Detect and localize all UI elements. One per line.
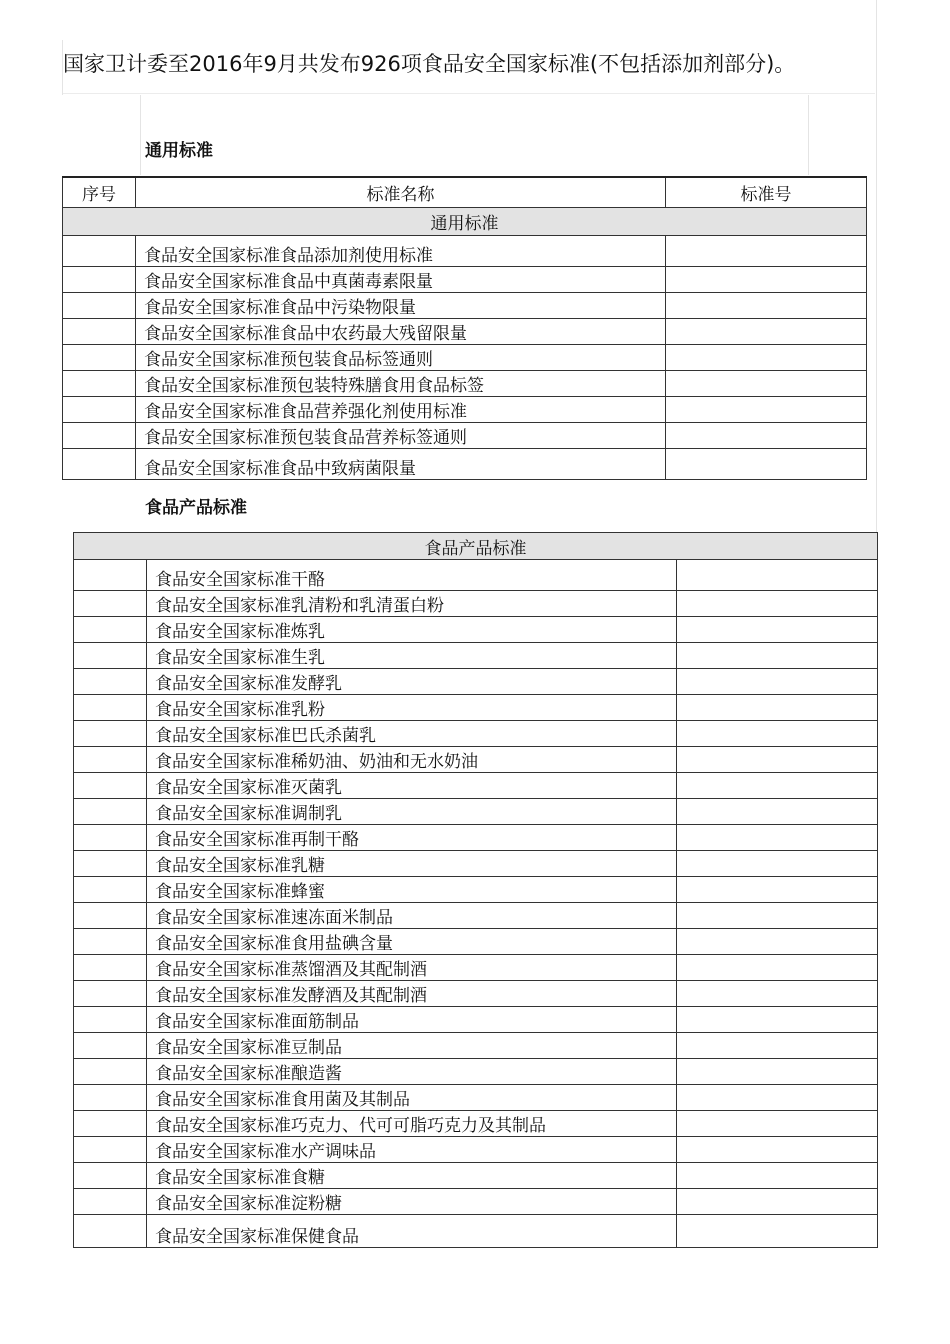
standard-code-cell [677, 1085, 878, 1111]
table-row [74, 799, 878, 825]
row-index-cell [74, 955, 147, 981]
standard-name-cell: 食品安全国家标准蜂蜜 [147, 877, 677, 903]
standard-name-cell: 食品安全国家标准豆制品 [147, 1033, 677, 1059]
row-index-cell [74, 695, 147, 721]
standard-name-cell: 食品安全国家标准水产调味品 [147, 1137, 677, 1163]
standard-name-cell: 食品安全国家标准乳粉 [147, 695, 677, 721]
standard-code-cell [677, 617, 878, 643]
page-frame-line [140, 95, 141, 175]
standard-name-cell: 食品安全国家标准乳糖 [147, 851, 677, 877]
standard-name-cell: 食品安全国家标准预包装食品营养标签通则 [136, 422, 666, 448]
row-index-cell [74, 643, 147, 669]
standard-code-cell [677, 825, 878, 851]
standard-code-cell [666, 318, 867, 344]
table-row [63, 318, 867, 344]
standard-code-cell [677, 981, 878, 1007]
standard-code-cell [677, 773, 878, 799]
table-row [63, 266, 867, 292]
standard-name-cell: 食品安全国家标准食糖 [147, 1163, 677, 1189]
row-index-cell [74, 560, 147, 591]
standard-code-cell [666, 344, 867, 370]
group-label: 食品产品标准 [74, 533, 878, 560]
column-header-code: 标准号 [666, 177, 867, 207]
table-row [63, 422, 867, 448]
row-index-cell [63, 370, 136, 396]
row-index-cell [74, 877, 147, 903]
standard-code-cell [677, 721, 878, 747]
row-index-cell [74, 825, 147, 851]
standard-name-cell: 食品安全国家标准巧克力、代可可脂巧克力及其制品 [147, 1111, 677, 1137]
row-index-cell [74, 1085, 147, 1111]
standard-name-cell: 食品安全国家标准食用盐碘含量 [147, 929, 677, 955]
standard-code-cell [677, 903, 878, 929]
table-row [74, 1111, 878, 1137]
table-row [63, 370, 867, 396]
group-row-general [63, 207, 867, 235]
standard-code-cell [666, 370, 867, 396]
table-row [74, 1085, 878, 1111]
table-row [74, 1059, 878, 1085]
table-row [74, 1163, 878, 1189]
column-header-index: 序号 [63, 177, 136, 207]
table-row [74, 669, 878, 695]
standard-name-cell: 食品安全国家标准食品添加剂使用标准 [136, 235, 666, 266]
row-index-cell [63, 396, 136, 422]
row-index-cell [74, 799, 147, 825]
standard-name-cell: 食品安全国家标准预包装特殊膳食用食品标签 [136, 370, 666, 396]
row-index-cell [74, 617, 147, 643]
standard-code-cell [677, 851, 878, 877]
standard-name-cell: 食品安全国家标准乳清粉和乳清蛋白粉 [147, 591, 677, 617]
row-index-cell [74, 591, 147, 617]
row-index-cell [74, 903, 147, 929]
table-row [74, 1137, 878, 1163]
table-row [63, 396, 867, 422]
standard-name-cell: 食品安全国家标准食品中污染物限量 [136, 292, 666, 318]
table-row [74, 695, 878, 721]
intro-text: 国家卫计委至2016年9月共发布926项食品安全国家标准(不包括添加剂部分)。 [63, 48, 875, 94]
table-row [74, 981, 878, 1007]
standard-code-cell [677, 1007, 878, 1033]
standard-code-cell [677, 877, 878, 903]
standard-name-cell: 食品安全国家标准酿造酱 [147, 1059, 677, 1085]
standard-code-cell [666, 292, 867, 318]
row-index-cell [74, 1059, 147, 1085]
table-row [74, 903, 878, 929]
standard-code-cell [677, 643, 878, 669]
standard-code-cell [677, 799, 878, 825]
standard-name-cell: 食品安全国家标准稀奶油、奶油和无水奶油 [147, 747, 677, 773]
standard-code-cell [666, 396, 867, 422]
standard-name-cell: 食品安全国家标准炼乳 [147, 617, 677, 643]
table-row [74, 955, 878, 981]
general-standards-table [62, 176, 867, 480]
row-index-cell [74, 773, 147, 799]
standard-name-cell: 食品安全国家标准食品中致病菌限量 [136, 448, 666, 479]
row-index-cell [74, 669, 147, 695]
table-row [74, 591, 878, 617]
standard-name-cell: 食品安全国家标准面筋制品 [147, 1007, 677, 1033]
table-row [63, 344, 867, 370]
standard-name-cell: 食品安全国家标准蒸馏酒及其配制酒 [147, 955, 677, 981]
standard-code-cell [677, 1189, 878, 1215]
standard-name-cell: 食品安全国家标准发酵乳 [147, 669, 677, 695]
standard-code-cell [677, 1033, 878, 1059]
standard-name-cell: 食品安全国家标准食用菌及其制品 [147, 1085, 677, 1111]
table-row [74, 643, 878, 669]
table-row [74, 773, 878, 799]
row-index-cell [74, 1111, 147, 1137]
standard-name-cell: 食品安全国家标准再制干酪 [147, 825, 677, 851]
standard-name-cell: 食品安全国家标准食品营养强化剂使用标准 [136, 396, 666, 422]
row-index-cell [74, 851, 147, 877]
row-index-cell [74, 1033, 147, 1059]
standard-code-cell [666, 422, 867, 448]
standard-code-cell [677, 747, 878, 773]
page-frame-line [876, 0, 877, 532]
row-index-cell [74, 747, 147, 773]
row-index-cell [63, 448, 136, 479]
table-header-row [63, 177, 867, 207]
standard-name-cell: 食品安全国家标准生乳 [147, 643, 677, 669]
standard-name-cell: 食品安全国家标准速冻面米制品 [147, 903, 677, 929]
column-header-name: 标准名称 [136, 177, 666, 207]
standard-name-cell: 食品安全国家标准调制乳 [147, 799, 677, 825]
table-row [74, 929, 878, 955]
row-index-cell [74, 1215, 147, 1248]
table-row [63, 292, 867, 318]
table-row [63, 235, 867, 266]
row-index-cell [63, 422, 136, 448]
section-title-products: 食品产品标准 [145, 498, 247, 518]
standard-name-cell: 食品安全国家标准干酪 [147, 560, 677, 591]
standard-code-cell [677, 1137, 878, 1163]
row-index-cell [74, 1189, 147, 1215]
section-title-general: 通用标准 [145, 141, 213, 161]
standard-code-cell [677, 955, 878, 981]
standard-name-cell: 食品安全国家标准食品中农药最大残留限量 [136, 318, 666, 344]
table-row [74, 721, 878, 747]
group-label: 通用标准 [63, 207, 867, 235]
table-row [74, 851, 878, 877]
standard-code-cell [666, 266, 867, 292]
table-row [74, 1215, 878, 1248]
table-row [63, 448, 867, 479]
row-index-cell [74, 1007, 147, 1033]
standard-code-cell [677, 929, 878, 955]
group-row-products [74, 533, 878, 560]
row-index-cell [63, 292, 136, 318]
standard-code-cell [677, 695, 878, 721]
table-row [74, 1007, 878, 1033]
row-index-cell [74, 1137, 147, 1163]
table-row [74, 825, 878, 851]
standard-code-cell [677, 669, 878, 695]
table-row [74, 560, 878, 591]
standard-name-cell: 食品安全国家标准淀粉糖 [147, 1189, 677, 1215]
standard-code-cell [666, 448, 867, 479]
standard-name-cell: 食品安全国家标准食品中真菌毒素限量 [136, 266, 666, 292]
row-index-cell [63, 235, 136, 266]
standard-name-cell: 食品安全国家标准保健食品 [147, 1215, 677, 1248]
row-index-cell [74, 929, 147, 955]
standard-code-cell [677, 1163, 878, 1189]
standard-code-cell [677, 1059, 878, 1085]
standard-name-cell: 食品安全国家标准发酵酒及其配制酒 [147, 981, 677, 1007]
standard-name-cell: 食品安全国家标准灭菌乳 [147, 773, 677, 799]
row-index-cell [63, 344, 136, 370]
standard-code-cell [677, 591, 878, 617]
table-row [74, 747, 878, 773]
standard-name-cell: 食品安全国家标准巴氏杀菌乳 [147, 721, 677, 747]
row-index-cell [63, 318, 136, 344]
row-index-cell [74, 981, 147, 1007]
product-standards-table [73, 532, 878, 1248]
standard-name-cell: 食品安全国家标准预包装食品标签通则 [136, 344, 666, 370]
standard-code-cell [677, 1215, 878, 1248]
table-row [74, 877, 878, 903]
page-frame-line [808, 95, 809, 175]
table-row [74, 1033, 878, 1059]
table-row [74, 617, 878, 643]
row-index-cell [63, 266, 136, 292]
standard-code-cell [666, 235, 867, 266]
standard-code-cell [677, 1111, 878, 1137]
standard-code-cell [677, 560, 878, 591]
table-row [74, 1189, 878, 1215]
row-index-cell [74, 721, 147, 747]
row-index-cell [74, 1163, 147, 1189]
